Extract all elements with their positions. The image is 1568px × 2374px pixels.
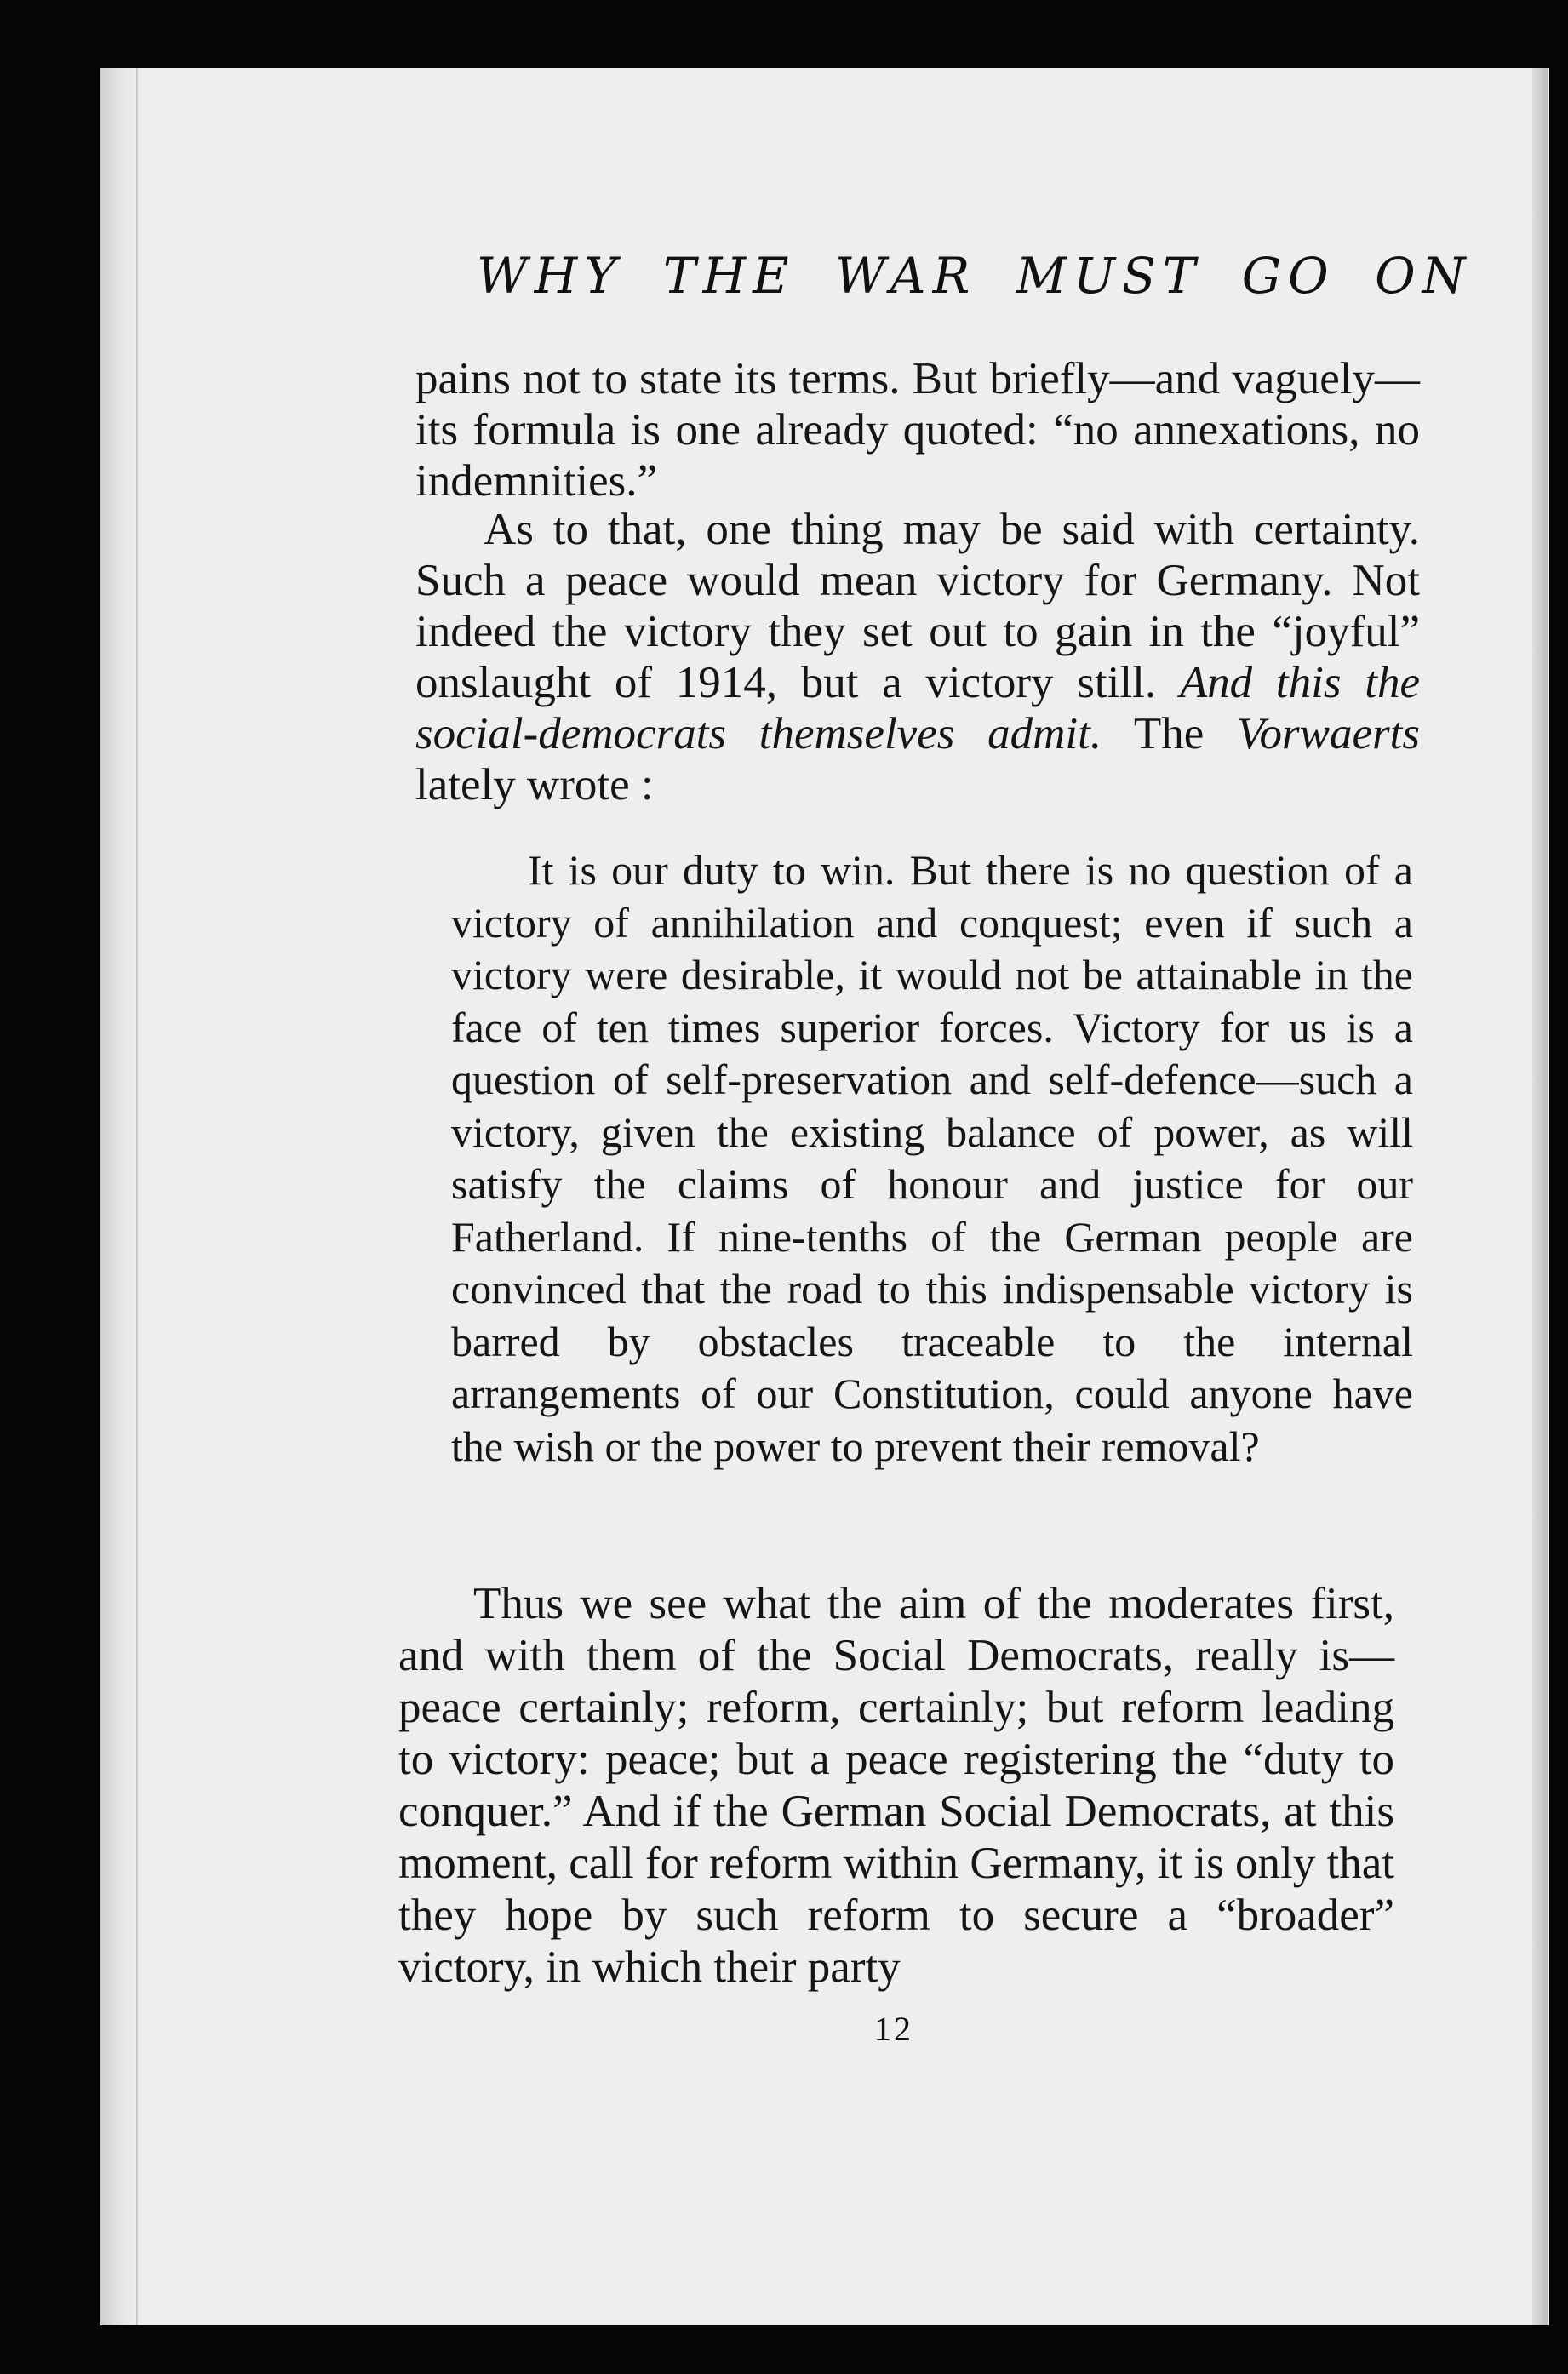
gutter-shadow: [100, 68, 136, 2325]
italic-emphasis: And this the social-democrats themselves admit.: [415, 658, 1420, 758]
page-edge: [1532, 68, 1548, 2325]
paragraph-text-part: As to that, one thing may be said with certainty. Such a peace would mean victory for Germany. Not indeed the victory they set out to gain in the “joyful” onslaught of 1914, but a victory still.: [415, 505, 1420, 707]
paragraph-certainty: [415, 504, 1420, 810]
paragraph-text-part: The: [1102, 709, 1237, 758]
paragraph-text: [415, 504, 1420, 810]
quote-text: It is our duty to win. But there is no question of a victory of annihilation and conquest; even if such a victory were desirable, it would not be attainable in the face of ten times superior forces. Victory for us is a question of self-preservation and self-defence—such a victory, given the existing balance of power, as will satisfy the claims of honour and justice for our Fatherland. If nine-tenths of the German people are convinced that the road to this indispensable victory is barred by obstacles traceable to the internal arrangements of our Constitution, could anyone have the wish or the power to prevent their removal?: [451, 846, 1413, 1470]
paragraph-continued: [415, 353, 1420, 506]
page-number: 12: [874, 2010, 913, 2048]
paragraph-moderates: [398, 1578, 1394, 1994]
newspaper-title: Vorwaerts: [1237, 709, 1420, 758]
gutter-fold-line: [136, 68, 138, 2325]
paragraph-text-part: lately wrote :: [415, 760, 654, 809]
paragraph-text: pains not to state its terms. But briefly—and vaguely—its formula is one already quoted: “no annexations, no indemnities.”: [415, 354, 1420, 506]
running-head: WHY THE WAR MUST GO ON: [477, 247, 1473, 305]
paragraph-text: Thus we see what the aim of the moderates first, and with them of the Social Democrats, really is—peace certainly; reform, certainly; but reform leading to victory: peace; but a peace registering the “duty to conquer.” And if the German Social Democrats, at this moment, call for reform within Germany, it is only that they hope by such reform to secure a “broader” victory, in which their party: [398, 1579, 1394, 1992]
block-quote: [451, 844, 1413, 1473]
